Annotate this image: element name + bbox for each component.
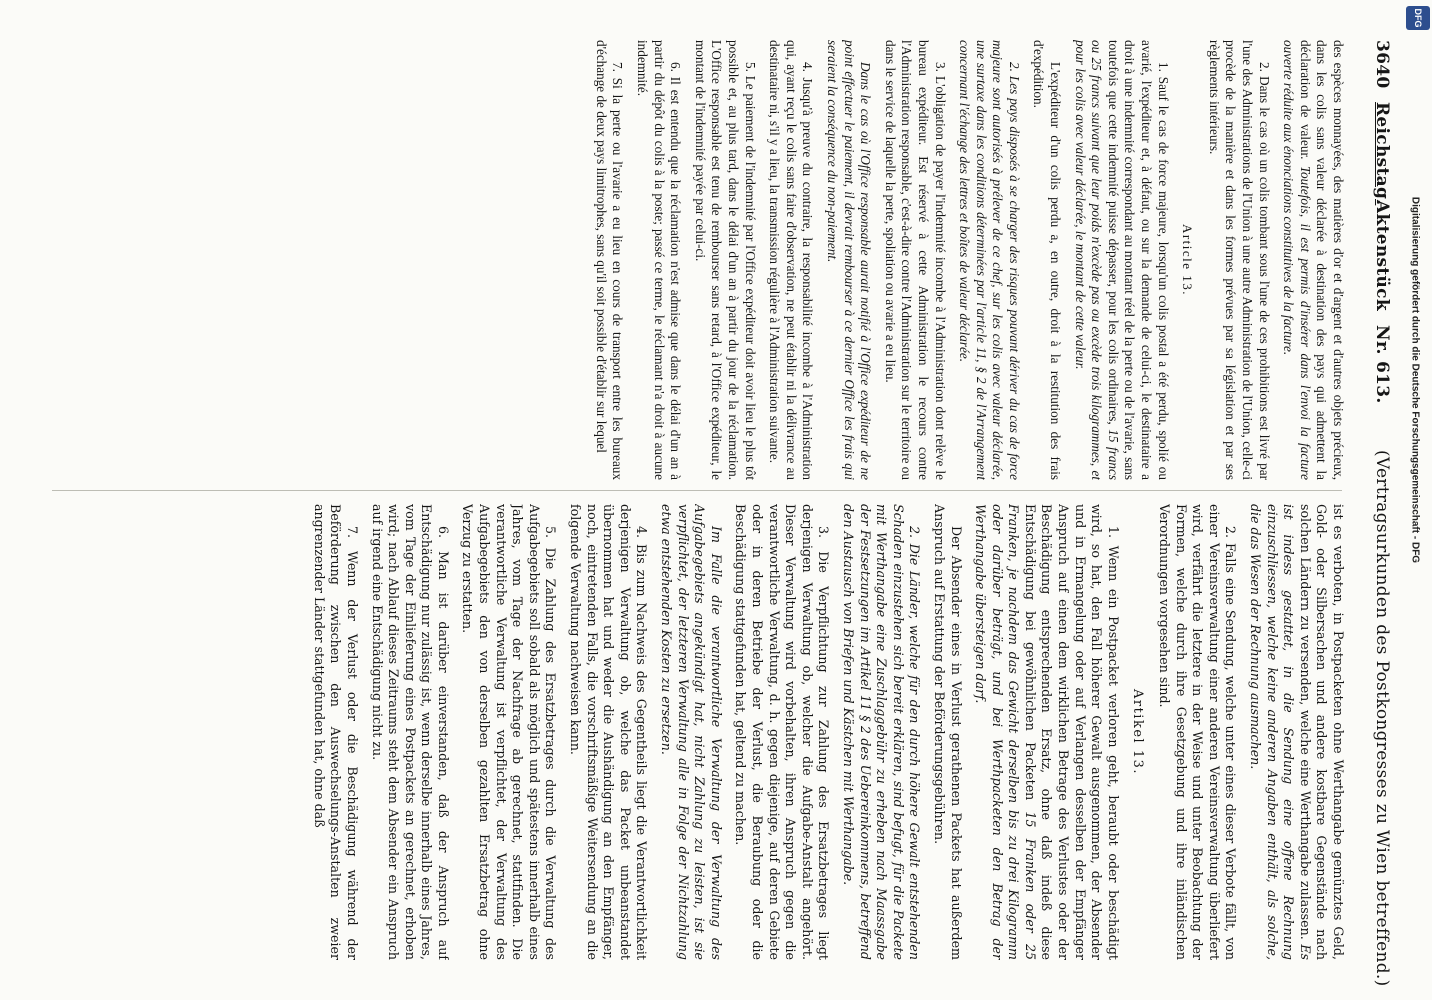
french-text-italic: 15 francs ou 25 francs suivant que leur poids n'excède pas ou excède trois kilogrammes, et pour les colis avec valeur déclarée, le montant de cette valeur. [1072,40,1121,480]
french-paragraph [1071,40,1171,480]
french-paragraph: 6. Il est entendu que la réclamation n'est admise que dans le délai d'un an à partir du dépôt du colis à la poste; passé ce terme, le réclamant n'a droit à aucune indemnité. [635,40,684,480]
german-column [46,504,1346,960]
french-paragraph: L'expéditeur d'un colis perdu a, en outre, droit à la restitution des frais d'expédition. [1031,40,1064,480]
french-paragraph: 3. L'obligation de payer l'indemnité incombe à l'Administration dont relève le bureau expéditeur. Est réservé à cette Administration le recours contre l'Administration responsable, c'est-à-dire contre l'Administration sur le territoire ou dans le service de laquelle la perte, spoliation ou avarie a eu lieu. [882,40,948,480]
french-text: 1. Sauf le cas de force majeure, lorsqu'un colis postal a été perdu, spolié ou avarié, l'expéditeur et, à défaut, ou sur la demande de celui-ci, le destinataire a droit à une indemnité correspondant au montant réel de la perte ou de l'avarie, sans toutefois que cette indemnité puisse dépasser, pour les colis ordinaires, [1105,40,1171,480]
german-text-italic: Es ist indess gestattet, in die Sendung eine offene Rechnung einzuschliessen, welche keine anderen Angaben enthält, als solche, die das Wesen der Rechnung ausmachen. [1248,504,1313,960]
french-text-italic: 2. Les pays disposés à se charger des risques pouvant dériver du cas de force majeure sont autorisés à prélever de ce chef, sur les colis avec valeur déclarée, une surtaxe dans les conditions déterminées par l'article 11, § 2 de l'Arrangement concernant l'échange des lettres et boîtes de valeur déclarée. [957,40,1022,480]
german-paragraph: 5. Die Zahlung des Ersatzbetrages durch die Verwaltung des Aufgabegebiets soll sobald als möglich und spätestens innerhalb eines Jahres, vom Tage der Nachfrage ab gerechnet, stattfinden. Die verantwortliche Verwaltung ist verpflichtet, der Verwaltung des Aufgabegebiets den von derselben gezahlten Ersatzbetrag ohne Verzug zu erstatten. [460,504,559,960]
german-paragraph: Der Absender eines in Verlust gerathenen Packets hat außerdem Anspruch auf Erstattung der Beförderungsgebühren. [931,504,964,960]
french-text-italic: Dans le cas où l'Office responsable aurait notifié à l'Office expéditeur de ne point effectuer le paiement, il devrait rembourser à ce dernier Office les frais qui seraient la conséquence du non-paiement. [824,40,874,480]
header-reichstag: Reichstag. [1372,102,1392,206]
french-paragraph: 2. Dans le cas où un colis tombant sous l'une de ces prohibitions est livré par l'une des Administrations de l'Union à une autre Administration de l'Union, celle-ci procède de la manière et dans les formes prévues par sa législation et par ses règlements intérieurs. [1206,40,1272,480]
french-paragraph: 4. Jusqu'à preuve du contraire, la responsabilité incombe à l'Administration qui, ayant reçu le colis sans faire d'observation, ne peut établir ni la délivrance au destinataire ni, s'il y a lieu, la transmission régulière à l'Administration suivante. [767,40,816,480]
dfg-logo-text: DFG [1413,8,1423,28]
page-number: 3640 [1372,40,1392,89]
german-paragraph: 3. Die Verpflichtung zur Zahlung des Ersatzbetrages liegt derjenigen Verwaltung ob, welcher die Aufgabe-Anstalt angehört. Dieser Verwaltung wird vorbehalten, ihren Anspruch gegen die verantwortliche Verwaltung, d. h. gegen diejenige, auf deren Gebiete oder in deren Betriebe der Verlust, die Beraubung oder die Beschädigung stattgefunden hat, geltend zu machen. [733,504,832,960]
german-paragraph [657,504,723,960]
french-paragraph [1280,40,1346,480]
french-column [46,40,1346,480]
column-divider [52,490,1342,491]
french-paragraph: 5. Le paiement de l'indemnité par l'Office expéditeur doit avoir lieu le plus tôt possible et, au plus tard, dans le délai d'un an à partir du jour de la réclamation. L'Office responsable est tenu de rembourser sans retard, à l'Office expéditeur, le montant de l'indemnité payée par celui-ci. [692,40,758,480]
german-paragraph [972,504,1121,960]
german-text-italic: Im Falle die verantwortliche Verwaltung der Verwaltung des Aufgabegebiets angekündigt hat, nicht Zahlung zu leisten, ist sie verpflichtet, der letzteren Verwaltung alle in Folge der Nichtzahlung etwa entstehenden Kosten zu ersetzen. [659,504,724,960]
digitization-note [1404,0,1426,1000]
french-paragraph [956,40,1022,480]
header-number: Nr. 613. [1372,325,1392,404]
german-text-italic: 2. Die Länder, welche für den durch höhere Gewalt entstehenden Schaden einzustehen sich bereit erklären, sind befugt, für die Packete mit Werthangabe eine Zuschlaggebühr zu erheben nach Maassgabe der Festsetzungen im Artikel 11 § 2 des Uebereinkommens, betreffend den Austausch von Briefen und Kästchen mit Werthangabe. [840,504,923,960]
french-article-heading: Article 13. [1180,223,1196,297]
german-article-heading: Artikel 13. [1130,688,1146,776]
german-text-italic: 15 Franken oder 25 Franken, je nachdem das Gewicht derselben bis zu drei Kilogramm oder darüber beträgt, und bei Werthpacketen den Betrag der Werthangabe übersteigen darf. [973,504,1038,960]
german-paragraph [839,504,922,960]
german-text: ist es verboten, in Postpacketen ohne Werthangabe gemünztes Geld, Gold- oder Silbersachen und andere kostbare Gegenstände nach solchen Ländern zu versenden, welche eine Werthangabe zulassen. [1297,504,1346,960]
german-paragraph: 2. Falls eine Sendung, welche unter eines dieser Verbote fällt, von einer Vereinsverwaltung einer anderen Vereinsverwaltung überliefert wird, verfährt die letztere in der Weise und unter Beobachtung der Formen, welche durch ihre Gesetzgebung und ihre inländischen Verordnungen vorgesehen sind. [1157,504,1239,960]
french-paragraph: 7. Si la perte ou l'avarie a eu lieu en cours de transport entre les bureaux d'échange de deux pays limitrophes, sans qu'il soit possible d'établir sur lequel [593,40,626,480]
german-paragraph [1246,504,1346,960]
header-subject: (Vertragsurkunden des Postkongresses zu Wien betreffend.) [1372,450,1392,987]
german-paragraph: 7. Wenn der Verlust oder die Beschädigung während der Beförderung zwischen den Auswechselungs-Anstalten zweier angrenzender Länder stattgefunden hat, ohne daß [311,504,360,960]
french-text: des espèces monnayées, des matières d'or et d'argent et d'autres objets précieux, dans les colis sans valeur déclarée à destination des pays qui admettent la déclaration de valeur. [1297,40,1346,480]
running-header [1352,40,1392,987]
digitization-note-text: Digitalisierung gefördert durch die Deutsche Forschungsgemeinschaft - DFG [1409,196,1421,564]
german-text: 1. Wenn ein Postpacket verloren geht, beraubt oder beschädigt wird, so hat, den Fall höherer Gewalt ausgenommen, der Absender und in Ermangelung oder auf Verlangen desselben der Empfänger Anspruch auf einen dem wirklichen Betrage des Verlustes oder der Beschädigung entsprechenden Ersatz, ohne daß indeß diese Entschädigung bei gewöhnlichen Packeten [1022,504,1121,960]
header-aktenstueck: Aktenstück [1372,200,1392,311]
french-paragraph [823,40,873,480]
french-text-italic: Toutefois, il est permis d'insérer dans l'envoi la facture ouverte réduite aux énonciations constitutives de la facture. [1281,40,1313,480]
document-page [26,20,1406,987]
german-paragraph: 4. Bis zum Nachweis des Gegentheils liegt die Verantwortlichkeit derjenigen Verwaltung ob, welche das Packet unbeanstandet übernommen hat und weder die Aushändigung an den Empfänger, noch, eintretenden Falls, die vorschriftsmäßige Weitersendung an die folgende Verwaltung nachweisen kann. [568,504,650,960]
german-paragraph: 6. Man ist darüber einverstanden, daß der Anspruch auf Entschädigung nur zulässig ist, wenn derselbe innerhalb eines Jahres, vom Tage der Einlieferung eines Postpackets an gerechnet, erhoben wird; nach Ablauf dieses Zeitraums steht dem Absender ein Anspruch auf irgend eine Entschädigung nicht zu. [369,504,451,960]
